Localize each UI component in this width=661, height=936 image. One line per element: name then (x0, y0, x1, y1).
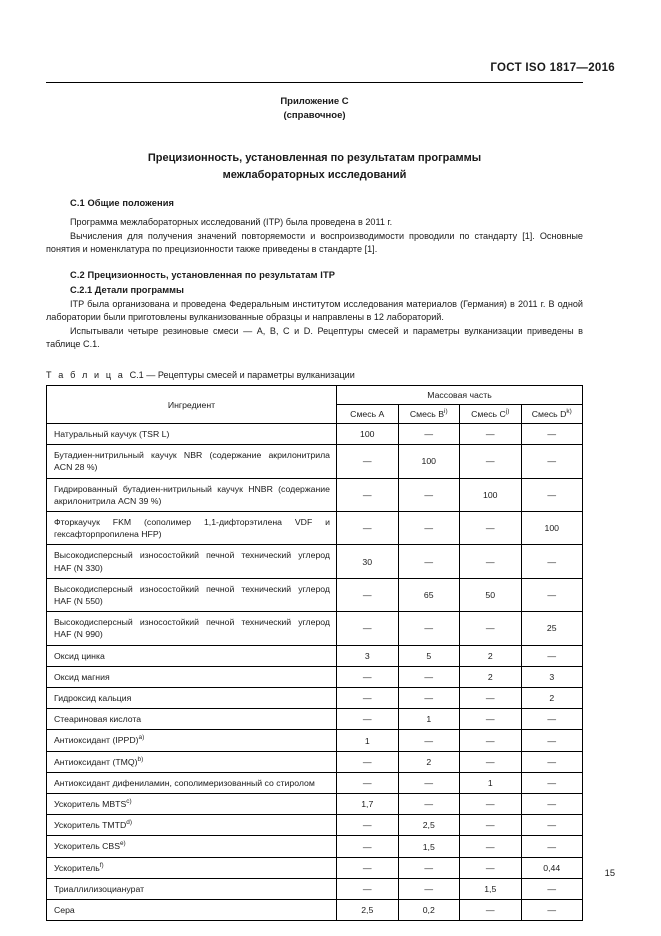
ingredient-value: — (460, 836, 522, 857)
header-rule (46, 82, 583, 83)
table-caption-label: Т а б л и ц а (46, 370, 125, 380)
table-row (47, 545, 583, 578)
page-title (46, 150, 583, 184)
ingredient-value: — (521, 900, 583, 921)
ingredient-value: — (521, 478, 583, 511)
ingredient-value: — (398, 794, 460, 815)
annex-heading (46, 95, 583, 123)
ingredient-value: 1 (398, 709, 460, 730)
table-row (47, 478, 583, 511)
page-number: 15 (604, 868, 615, 878)
ingredient-value: 2 (460, 666, 522, 687)
ingredient-value: — (398, 688, 460, 709)
ingredient-value: — (337, 612, 399, 645)
footnote-marker: b) (137, 755, 144, 763)
ingredient-name: Ускоритель MBTS$^{c)}$ (47, 794, 337, 815)
ingredient-name: Натуральный каучук (TSR L) (47, 424, 337, 445)
annex-label: Приложение С (280, 96, 349, 107)
header-mix-b: Смесь $B^{i)}$ (398, 405, 460, 424)
ingredient-value: — (460, 900, 522, 921)
ingredient-name: Сера (47, 900, 337, 921)
ingredient-value: — (460, 730, 522, 751)
ingredient-value: 1 (460, 772, 522, 793)
table-row (47, 512, 583, 545)
ingredient-name: Ускоритель CBS$^{e)}$ (47, 836, 337, 857)
ingredient-value: 0,2 (398, 900, 460, 921)
ingredient-value: 0,44 (521, 857, 583, 878)
ingredient-value: — (521, 645, 583, 666)
ingredient-value: — (398, 612, 460, 645)
ingredient-value: 50 (460, 578, 522, 611)
table-row (47, 794, 583, 815)
table-row (47, 836, 583, 857)
ingredient-name: Бутадиен-нитрильный каучук NBR (содержание акрилонитрила ACN 28 %) (47, 445, 337, 478)
spacer (46, 258, 583, 270)
ingredient-value: 25 (521, 612, 583, 645)
ingredient-name: Антиоксидант (IPPD)$^{a)}$ (47, 730, 337, 751)
header-mix-d: Смесь $D^{k)}$ (521, 405, 583, 424)
ingredient-value: — (521, 730, 583, 751)
annex-kind: (справочное) (283, 110, 346, 121)
ingredient-value: — (521, 751, 583, 772)
ingredient-value: — (460, 512, 522, 545)
ingredient-value: — (521, 794, 583, 815)
ingredient-name: Высокодисперсный износостойкий печной технический углерод HAF (N 330) (47, 545, 337, 578)
ingredient-value: 3 (337, 645, 399, 666)
table-row (47, 578, 583, 611)
ingredient-value: 2 (521, 688, 583, 709)
header-mass-fraction: Массовая часть (337, 386, 583, 405)
ingredient-value: — (337, 478, 399, 511)
table-head (47, 386, 583, 424)
ingredient-value: — (460, 751, 522, 772)
ingredient-value: 100 (521, 512, 583, 545)
ingredient-value: — (337, 688, 399, 709)
table-row (47, 878, 583, 899)
ingredient-name: Оксид цинка (47, 645, 337, 666)
ingredient-value: — (337, 445, 399, 478)
ingredient-value: 1,5 (398, 836, 460, 857)
ingredient-value: — (337, 751, 399, 772)
ingredient-value: — (337, 578, 399, 611)
ingredient-name: Фторкаучук FKM (сополимер 1,1-дифторэтилена VDF и гексафторпропилена HFP) (47, 512, 337, 545)
footnote-marker: f) (99, 861, 104, 869)
table-row (47, 772, 583, 793)
ingredient-value: — (460, 857, 522, 878)
header-mix-c: Смесь $C^{j)}$ (460, 405, 522, 424)
ingredient-value: — (398, 878, 460, 899)
ingredient-value: — (521, 878, 583, 899)
table-row (47, 751, 583, 772)
footnote-marker: j) (505, 408, 510, 416)
ingredient-value: — (521, 709, 583, 730)
ingredient-value: 1,7 (337, 794, 399, 815)
table-row (47, 688, 583, 709)
table-caption (46, 370, 583, 380)
ingredient-name: Антиоксидант (TMQ)$^{b)}$ (47, 751, 337, 772)
ingredient-value: 2,5 (398, 815, 460, 836)
table-body (47, 424, 583, 921)
ingredient-value: — (337, 857, 399, 878)
ingredient-name: Высокодисперсный износостойкий печной технический углерод HAF (N 550) (47, 578, 337, 611)
heading-c21: С.2.1 Детали программы (70, 284, 184, 295)
footnote-marker: d) (126, 819, 132, 827)
ingredient-value: — (398, 857, 460, 878)
ingredient-value: — (398, 424, 460, 445)
ingredient-value: 2 (398, 751, 460, 772)
ingredient-value: — (460, 794, 522, 815)
ingredient-name: Оксид магния (47, 666, 337, 687)
table-row (47, 900, 583, 921)
ingredient-value: — (521, 815, 583, 836)
ingredient-value: — (337, 815, 399, 836)
table-row (47, 815, 583, 836)
paragraph-c21-2: Испытывали четыре резиновые смеси — А, В, С и D. Рецептуры смесей и параметры вулканизации приведены в таблице С.1. (46, 326, 583, 350)
recipe-table (46, 385, 583, 921)
footnote-marker: c) (126, 798, 132, 806)
ingredient-value: — (521, 578, 583, 611)
ingredient-name: Ускоритель TMTD$^{d)}$ (47, 815, 337, 836)
table-row (47, 645, 583, 666)
ingredient-name: Триаллилизоцианурат (47, 878, 337, 899)
ingredient-value: 3 (521, 666, 583, 687)
table-row (47, 424, 583, 445)
ingredient-value: — (337, 878, 399, 899)
footnote-marker: k) (566, 408, 572, 416)
ingredient-value: — (460, 688, 522, 709)
ingredient-value: — (521, 445, 583, 478)
ingredient-value: — (460, 424, 522, 445)
ingredient-value: — (337, 666, 399, 687)
ingredient-value: — (460, 709, 522, 730)
ingredient-value: — (460, 612, 522, 645)
ingredient-value: 100 (337, 424, 399, 445)
table-row (47, 730, 583, 751)
ingredient-value: — (337, 772, 399, 793)
ingredient-value: — (521, 545, 583, 578)
ingredient-value: — (460, 815, 522, 836)
heading-c1: С.1 Общие положения (70, 198, 175, 208)
table-header-row-1 (47, 386, 583, 405)
ingredient-value: — (460, 545, 522, 578)
ingredient-name: Гидрированный бутадиен-нитрильный каучук HNBR (содержание акрилонитрила ACN 39 %) (47, 478, 337, 511)
ingredient-value: 100 (460, 478, 522, 511)
ingredient-name: Высокодисперсный износостойкий печной технический углерод HAF (N 990) (47, 612, 337, 645)
paragraph-c1-2: Вычисления для получения значений повторяемости и воспроизводимости проводили по стандарту [1]. Основные понятия и номенклатура по прецизионности также приведены в стандарте [1]. (46, 231, 583, 255)
ingredient-value: — (521, 772, 583, 793)
ingredient-value: 100 (398, 445, 460, 478)
table-row (47, 612, 583, 645)
ingredient-value: 30 (337, 545, 399, 578)
paragraph-c21-1: ITP была организована и проведена Федеральным институтом исследования материалов (Германия) в 2011 г. В одной лаборатории были приготовлены вулканизованные образцы и направлены в 12 лабораторий. (46, 298, 583, 322)
table-row (47, 666, 583, 687)
ingredient-name: Стеариновая кислота (47, 709, 337, 730)
ingredient-value: 5 (398, 645, 460, 666)
ingredient-value: — (398, 666, 460, 687)
page-title-line1: Прецизионность, установленная по результатам программы (147, 152, 482, 164)
ingredient-value: — (460, 445, 522, 478)
ingredient-value: — (337, 836, 399, 857)
footnote-marker: e) (120, 840, 126, 848)
running-header: ГОСТ ISO 1817—2016 (490, 62, 615, 74)
ingredient-value: 1,5 (460, 878, 522, 899)
table-row (47, 857, 583, 878)
ingredient-value: 2 (460, 645, 522, 666)
footnote-marker: i) (444, 408, 448, 416)
header-mix-a: Смесь A (337, 405, 399, 424)
table-row (47, 709, 583, 730)
ingredient-name: Гидроксид кальция (47, 688, 337, 709)
header-ingredient: Ингредиент (47, 386, 337, 424)
ingredient-value: 65 (398, 578, 460, 611)
ingredient-value: — (337, 709, 399, 730)
ingredient-value: — (521, 424, 583, 445)
ingredient-value: — (398, 478, 460, 511)
ingredient-value: — (521, 836, 583, 857)
paragraph-c1-1: Программа межлабораторных исследований (ITP) была проведена в 2011 г. (70, 217, 393, 227)
ingredient-value: — (398, 730, 460, 751)
page-title-line2: межлабораторных исследований (222, 169, 407, 181)
table-caption-text: — Рецептуры смесей и параметры вулканизации (146, 370, 355, 380)
ingredient-value: 1 (337, 730, 399, 751)
ingredient-value: 2,5 (337, 900, 399, 921)
body-content (46, 198, 583, 352)
ingredient-value: — (337, 512, 399, 545)
table-row (47, 445, 583, 478)
ingredient-value: — (398, 512, 460, 545)
ingredient-name: Антиоксидант дифениламин, сополимеризованный со стиролом (47, 772, 337, 793)
ingredient-name: Ускоритель$^{f)}$ (47, 857, 337, 878)
table-caption-number: С.1 (129, 370, 144, 380)
footnote-marker: a) (138, 734, 145, 742)
ingredient-value: — (398, 545, 460, 578)
heading-c2: С.2 Прецизионность, установленная по результатам ITP (70, 269, 336, 280)
ingredient-value: — (398, 772, 460, 793)
table-block (46, 370, 583, 921)
